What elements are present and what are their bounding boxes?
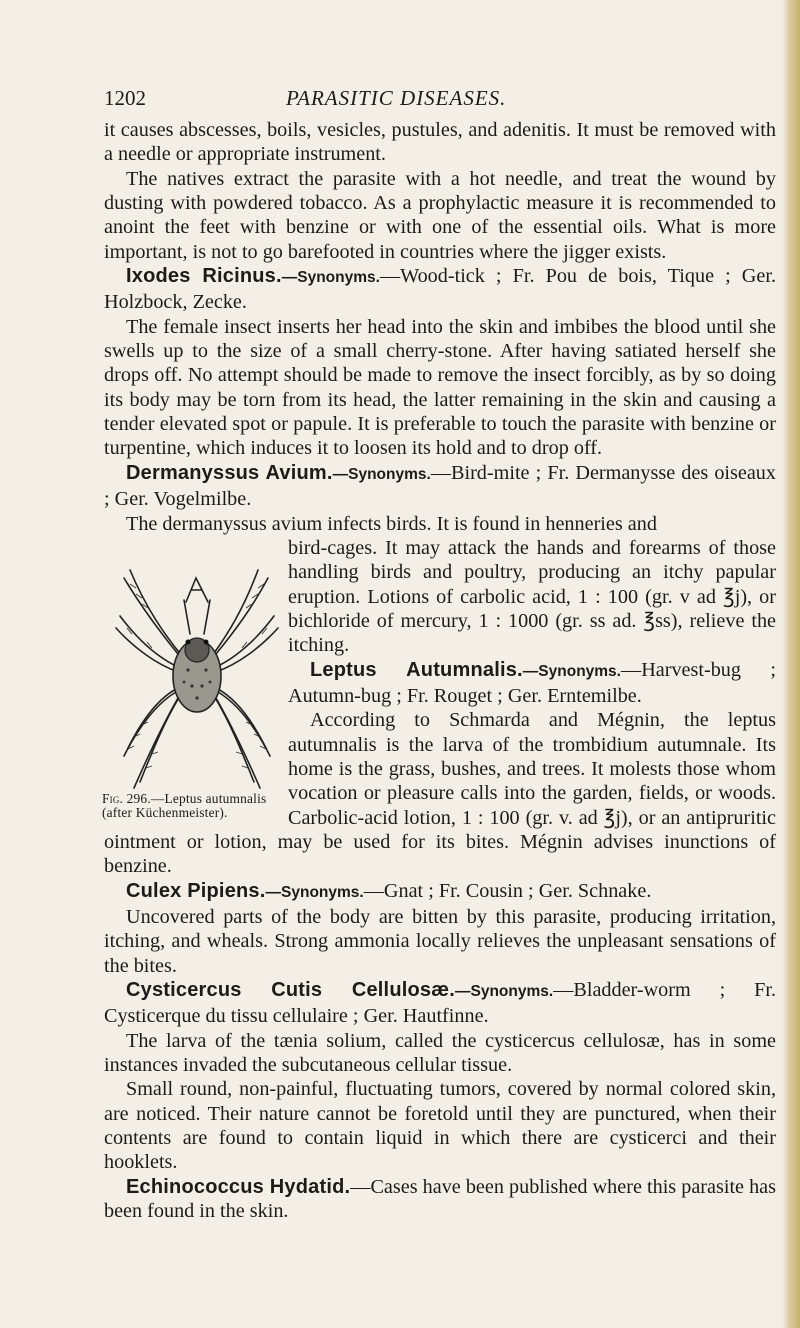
page-body <box>104 118 776 1223</box>
paragraph: According to Schmarda and Mégnin, the leptus autumnalis is the larva of the trombidium autumnale. Its home is the grass, bushes, and trees. It molests those whom vocation or pleasure calls into the garden, fields, or woods. Carbolic-acid lotion, 1 : 100 (gr. v. ad ℥j), or an antipruritic ointment or lotion, may be used for its bites. Mégnin advises inunctions of benzine. <box>104 709 776 878</box>
paragraph: bird-cages. It may attack the hands and forearms of those handling birds and poultry, producing an itchy papular eruption. Lotions of carbolic acid, 1 : 100 (gr. v ad ℥j), or bichloride of mercury, 1 : 1000 (gr. ss ad. ℥ss), relieve the itching. <box>288 536 776 657</box>
section-dermanyssus <box>104 461 776 512</box>
synonyms-label: —Synonyms. <box>281 269 380 287</box>
running-title: PARASITIC DISEASES. <box>286 86 507 110</box>
section-heading: Ixodes Ricinus. <box>126 265 282 288</box>
paragraph: The dermanyssus avium infects birds. It is found in henneries and <box>126 512 657 535</box>
page-header <box>104 86 776 112</box>
figure-label: Fig. 296. <box>102 790 151 806</box>
synonyms-text: —Bird-mite ; Fr. Dermanysse des oiseaux ; Ger. Vogelmilbe. <box>104 461 776 511</box>
paragraph: The larva of the tænia solium, called the cysticercus cellulosæ, has in some instances invaded the subcutaneous cellular tissue. <box>104 1029 776 1077</box>
section-cysticercus <box>104 978 776 1029</box>
synonyms-text: —Harvest-bug ; Autumn-bug ; Fr. Rouget ; Ger. Erntemilbe. <box>288 658 776 707</box>
section-heading: Cysticercus Cutis Cellulosæ. <box>126 979 455 1002</box>
section-heading: Echinococcus Hydatid. <box>126 1175 351 1198</box>
section-heading: Leptus Autumnalis. <box>310 658 523 681</box>
section-culex <box>104 879 776 905</box>
synonyms-text: —Gnat ; Fr. Cousin ; Ger. Schnake. <box>363 879 652 902</box>
section-echinococcus <box>104 1175 776 1224</box>
synonyms-label: —Synonyms. <box>265 883 364 901</box>
paragraph: Uncovered parts of the body are bitten by this parasite, producing irritation, itching, and wheals. Strong ammonia locally relieves the unpleasant sensations of the bites. <box>104 906 776 977</box>
section-heading: Culex Pipiens. <box>126 879 266 902</box>
synonyms-text: —Bladder-worm ; Fr. Cysticerque du tissu cellulaire ; Ger. Hautfinne. <box>104 979 777 1028</box>
page-number: 1202 <box>104 86 146 110</box>
synonyms-text: —Wood-tick ; Fr. Pou de bois, Tique ; Ger. Holzbock, Zecke. <box>104 265 776 314</box>
section-text: —Cases have been published where this parasite has been found in the skin. <box>104 1175 776 1223</box>
paragraph: The natives extract the parasite with a hot needle, and treat the wound by dusting with powdered tobacco. As a prophylactic measure it is recommended to anoint the feet with benzine or with one of the essential oils. What is more important, is not to go barefooted in countries where the jigger exists. <box>104 167 776 263</box>
figure-caption <box>102 792 278 820</box>
mite-illustration-icon <box>112 538 280 792</box>
paragraph: it causes abscesses, boils, vesicles, pustules, and adenitis. It must be removed with a needle or appropriate instrument. <box>104 119 776 166</box>
synonyms-label: —Synonyms. <box>332 465 431 483</box>
synonyms-label: —Synonyms. <box>454 983 554 1001</box>
paragraph: The female insect inserts her head into the skin and imbibes the blood until she swells up to the size of a small cherry-stone. After having satiated herself she drops off. No attempt should be made to remove the insect forcibly, as by so doing its body may be torn from its head, the latter remaining in the skin and causing a tender elevated spot or papule. It is preferable to touch the parasite with benzine or turpentine, which induces it to loosen its hold and to drop off. <box>104 315 776 460</box>
section-heading: Dermanyssus Avium. <box>126 461 333 484</box>
paragraph: Small round, non-painful, fluctuating tumors, covered by normal colored skin, are noticed. Their nature cannot be foretold until they are punctured, when their contents are found to contain liquid in which there are cysticerci and their hooklets. <box>104 1078 776 1174</box>
section-ixodes <box>104 264 776 315</box>
figure <box>102 538 278 820</box>
page-edge <box>782 0 800 1328</box>
synonyms-label: —Synonyms. <box>522 662 621 680</box>
figure-caption-text: —Leptus autumnalis (after Küchenmeister). <box>102 790 267 820</box>
